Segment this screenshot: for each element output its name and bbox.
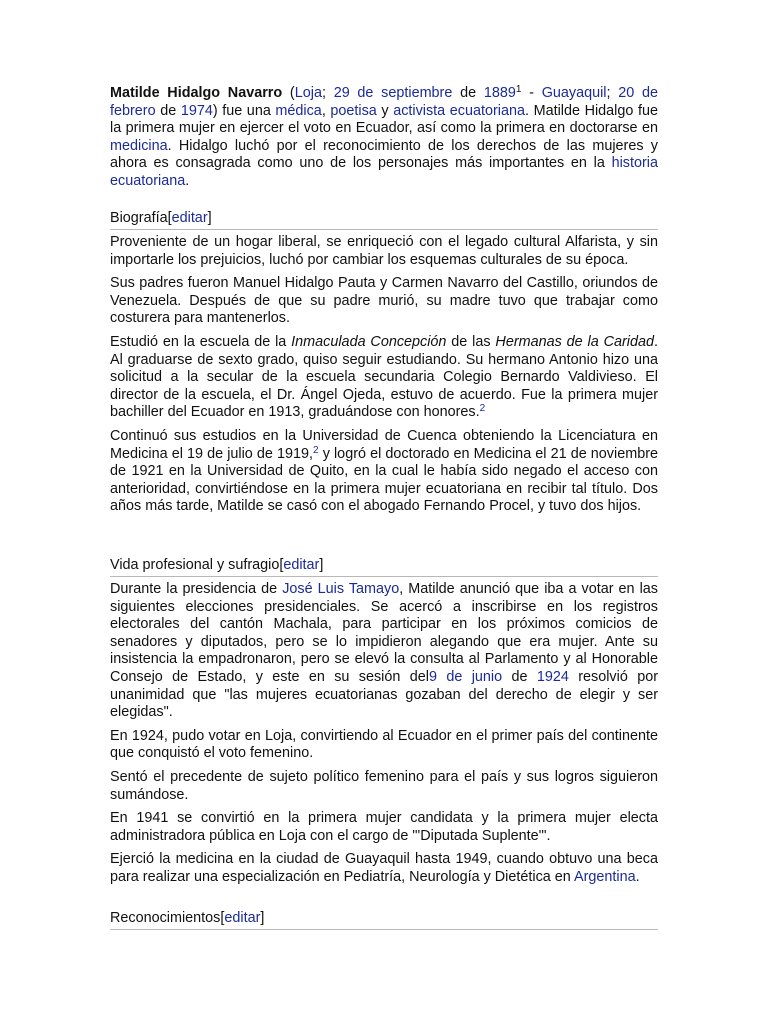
order-name: Hermanas de la Caridad: [495, 333, 654, 350]
paragraph: Estudió en la escuela de la Inmaculada Concepción de las Hermanas de la Caridad. Al graduarse de sexto grado, quiso seguir estudiando. Su hermano Antonio hizo una solicitud a la secular de la escuela secundaria Colegio Bernardo Valdivieso. El director de la escuela, el Dr. Ángel Ojeda, estuvo de acuerdo. Fue la primera mujer bachiller del Ecuador en 1913, graduándose con honores.$^2$: [110, 333, 658, 421]
paragraph: Sus padres fueron Manuel Hidalgo Pauta y Carmen Navarro del Castillo, oriundos de Venezuela. Después de que su padre murió, su madre tuvo que trabajar como costurera para mantenerlos.: [110, 275, 658, 327]
ref-2[interactable]: 2: [479, 403, 486, 415]
link-death-year[interactable]: 1974: [180, 102, 213, 119]
heading-reconocimientos: Reconocimientos[editar]: [110, 909, 658, 930]
link-argentina[interactable]: Argentina: [573, 868, 636, 885]
link-1924[interactable]: 1924: [536, 668, 569, 685]
paragraph: Durante la presidencia de José Luis Tamayo, Matilde anunció que iba a votar en las siguientes elecciones presidenciales. Se acercó a inscribirse en los registros electorales del cantón Machala, para participar en los próximos comicios de senadores y diputados, pero se lo impidieron alegando que era mujer. Ante su insistencia la empadronaron, pero se elevó la consulta al Parlamento y al Honorable Consejo de Estado, y este en su sesión del9 de junio de 1924 resolvió por unanimidad que "las mujeres ecuatorianas gozaban del derecho de elegir y ser elegidas".: [110, 581, 658, 721]
link-birth-year[interactable]: 1889: [483, 85, 516, 101]
link-poetisa[interactable]: poetisa: [330, 102, 377, 119]
link-medica[interactable]: médica: [275, 102, 322, 119]
link-birth-date[interactable]: 29 de septiembre: [333, 85, 453, 101]
paragraph: Ejerció la medicina en la ciudad de Guayaquil hasta 1949, cuando obtuvo una beca para realizar una especialización en Pediatría, Neurología y Dietética en Argentina.: [110, 851, 658, 885]
edit-link-vida-profesional[interactable]: editar: [283, 557, 320, 573]
school-name: Inmaculada Concepción: [291, 333, 447, 350]
intro-paragraph: Matilde Hidalgo Navarro (Loja; 29 de septiembre de 1889$^1$ - Guayaquil; 20 de febrero de 1974) fue una médica, poetisa y activista ecuatoriana. Matilde Hidalgo fue la primera mujer en ejercer el voto en Ecuador, así como la primera en doctorarse en medicina. Hidalgo luchó por el reconocimiento de los derechos de las mujeres y ahora es consagrada como uno de los personajes más importantes en la historia ecuatoriana.: [110, 84, 658, 189]
heading-biografia: Biografía[editar]: [110, 209, 658, 230]
link-activista[interactable]: activista ecuatoriana: [393, 102, 525, 119]
link-death-date[interactable]: 20 de febrero: [110, 85, 658, 119]
paragraph: En 1924, pudo votar en Loja, convirtiendo al Ecuador en el primer país del continente que conquistó el voto femenino.: [110, 727, 658, 762]
edit-link-biografia[interactable]: editar: [171, 210, 208, 226]
paragraph: Proveniente de un hogar liberal, se enriqueció con el legado cultural Alfarista, y sin importarle los prejuicios, luchó por cambiar los esquemas culturales de su época.: [110, 234, 658, 268]
ref-2[interactable]: 2: [313, 444, 319, 456]
section-biografia: [110, 234, 658, 522]
link-jose-luis-tamayo[interactable]: José Luis Tamayo: [282, 581, 400, 597]
edit-link-reconocimientos[interactable]: editar: [224, 910, 261, 926]
link-9-de-junio[interactable]: 9 de junio: [428, 668, 503, 685]
paragraph: En 1941 se convirtió en la primera mujer candidata y la primera mujer electa administradora pública en Loja con el cargo de "'Diputada Suplente'".: [110, 810, 658, 844]
article-subject: Matilde Hidalgo Navarro: [110, 85, 283, 101]
link-historia[interactable]: historia ecuatoriana: [110, 155, 658, 189]
link-loja[interactable]: Loja: [294, 85, 322, 101]
paragraph: Sentó el precedente de sujeto político femenino para el país y sus logros siguieron sumándose.: [110, 768, 658, 803]
heading-vida-profesional: Vida profesional y sufragio[editar]: [110, 556, 658, 577]
ref-1[interactable]: 1: [515, 84, 522, 95]
link-medicina[interactable]: medicina: [110, 137, 168, 154]
section-vida-profesional: [110, 581, 658, 893]
link-guayaquil[interactable]: Guayaquil: [541, 85, 607, 101]
paragraph: Continuó sus estudios en la Universidad de Cuenca obteniendo la Licenciatura en Medicina el 19 de julio de 1919,$^2$ y logró el doctorado en Medicina el 21 de noviembre de 1921 en la Universidad de Quito, en la cual le había sido negado el acceso con anterioridad, convirtiéndose en la primera mujer ecuatoriana en recibir tal título. Dos años más tarde, Matilde se casó con el abogado Fernando Procel, y tuvo dos hijos.: [110, 427, 658, 515]
